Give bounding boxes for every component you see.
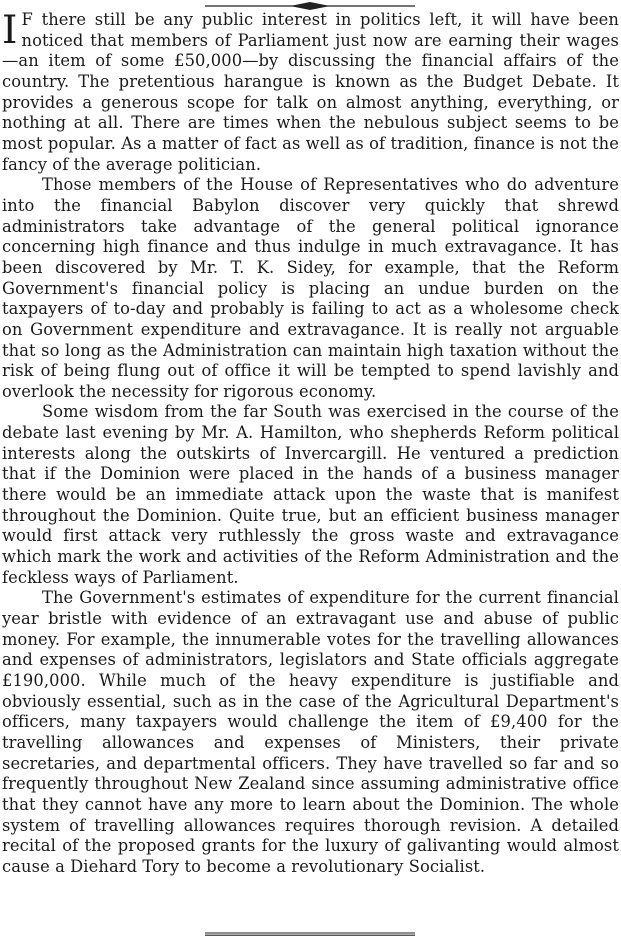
article-paragraph-3: Some wisdom from the far South was exercised in the course of the debate last evening by Mr. A. Hamilton, who shepherds Reform political interests along the outskirts of Invercargill. He ventured a prediction that if the Dominion were placed in the hands of a business manager there would be an immediate attack upon the waste that is manifest throughout the Dominion. Quite true, but an efficient business manager would first attack very ruthlessly the gross waste and extravagance which mark the work and activities of the Reform Administration and the feckless ways of Parliament. bbox=[2, 402, 619, 587]
article-paragraph-2: Those members of the House of Representatives who do adventure into the financial Babylon discover very quickly that shrewd administrators take advantage of the general political ignorance concerning high finance and thus indulge in much extravagance. It has been discovered by Mr. T. K. Sidey, for example, that the Reform Government's financial policy is placing an undue burden on the taxpayers of to-day and probably is failing to act as a wholesome check on Government expenditure and extravagance. It is really not arguable that so long as the Administration can maintain high taxation without the risk of being flung out of office it will be tempted to spend lavishly and overlook the necessity for rigorous economy. bbox=[2, 175, 619, 401]
editorial-article bbox=[2, 10, 619, 878]
bottom-double-rule bbox=[205, 932, 415, 936]
article-paragraph-1 bbox=[2, 10, 619, 175]
article-paragraph-4: The Government's estimates of expenditure for the current financial year bristle with evidence of an extravagant use and abuse of public money. For example, the innumerable votes for the travelling allowances and expenses of administrators, legislators and State officials aggregate £190,000. While much of the heavy expenditure is justifiable and obviously essential, such as in the case of the Agricultural Department's officers, many taxpayers would challenge the item of £9,400 for the travelling allowances and expenses of Ministers, their private secretaries, and departmental officers. They have travelled so far and so frequently throughout New Zealand since assuming administrative office that they cannot have any more to learn about the Dominion. The whole system of travelling allowances requires thorough revision. A detailed recital of the proposed grants for the luxury of galivanting would almost cause a Diehard Tory to become a revolutionary Socialist. bbox=[2, 588, 619, 876]
drop-cap: I bbox=[2, 8, 18, 53]
paragraph-1-text: F there still be any public interest in politics left, it will have been noticed that members of Parliament just now are earning their wages—an item of some £50,000—by discussing the financial affairs of the country. The pretentious harangue is known as the Budget Debate. It provides a generous scope for talk on almost anything, everything, or nothing at all. There are times when the nebulous subject seems to be most popular. As a matter of fact as well as of tradition, finance is not the fancy of the average politician. bbox=[2, 10, 619, 174]
